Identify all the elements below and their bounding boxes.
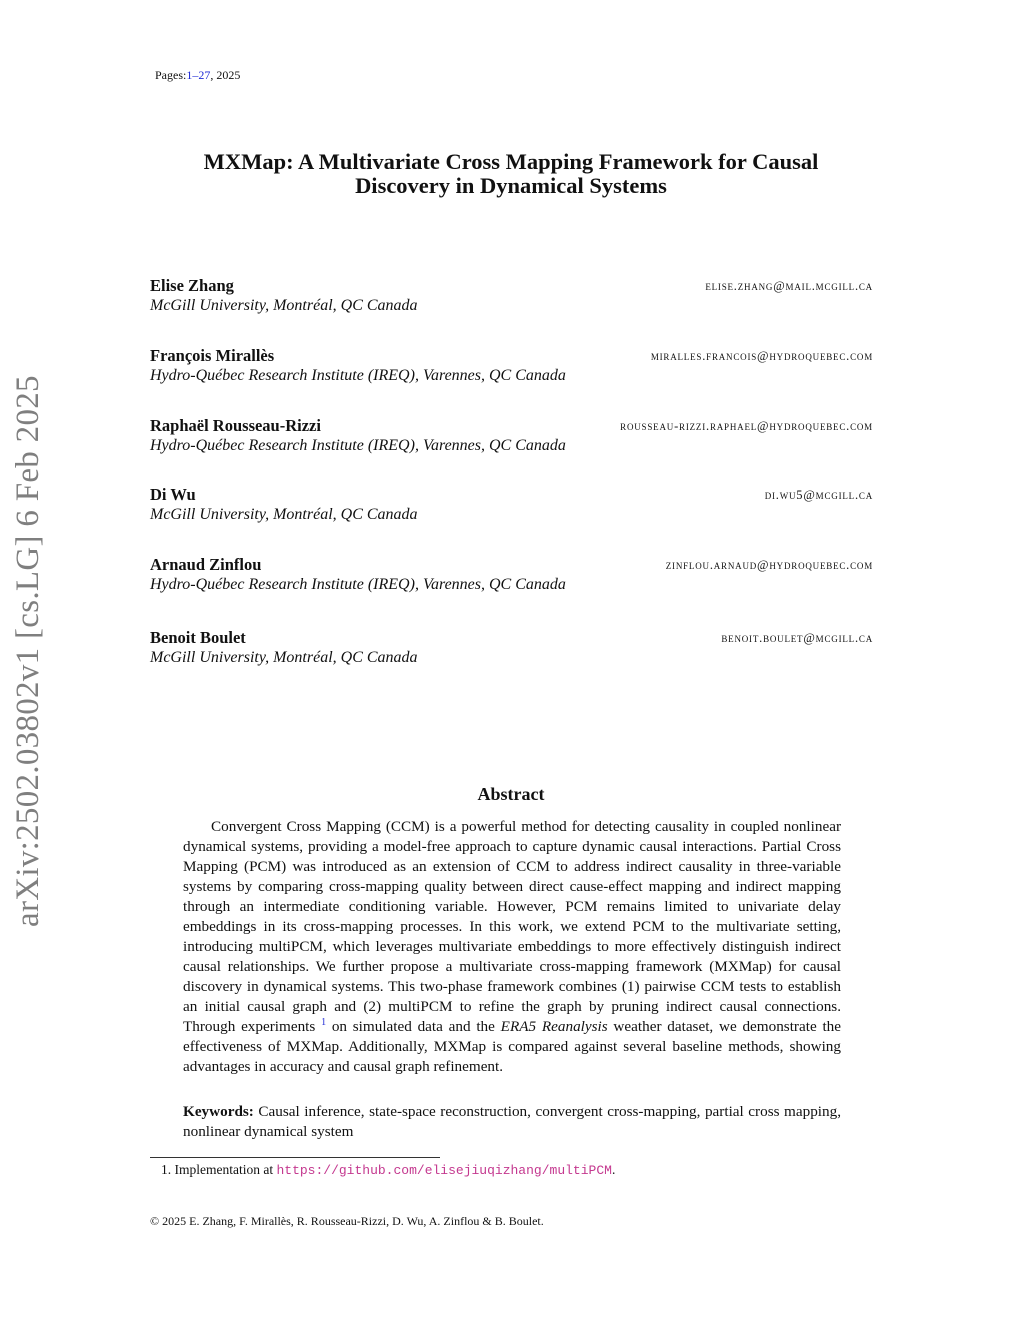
author-name: Elise Zhang	[150, 276, 234, 295]
author-block	[150, 628, 873, 667]
author-name: Di Wu	[150, 485, 196, 504]
author-email[interactable]: benoit.boulet@mcgill.ca	[721, 631, 873, 645]
author-name: Benoit Boulet	[150, 628, 246, 647]
author-name: Raphaël Rousseau-Rizzi	[150, 416, 321, 435]
dataset-name: ERA5 Reanalysis	[500, 1018, 608, 1035]
author-affiliation: Hydro-Québec Research Institute (IREQ), Varennes, QC Canada	[150, 576, 566, 593]
abstract-body	[183, 817, 841, 1077]
abstract-part-1: Convergent Cross Mapping (CCM) is a powerful method for detecting causality in coupled nonlinear dynamical systems, providing a model-free approach to capture dynamic causal interactions. Partial Cross Mapping (PCM) was introduced as an extension of CCM to address indirect causality in three-variable systems by comparing cross-mapping quality between direct cause-effect mapping and indirect mapping through an intermediate conditioning variable. However, PCM remains limited to univariate delay embeddings in its cross-mapping processes. In this work, we extend PCM to the multivariate setting, introducing multiPCM, which leverages multivariate embeddings to more effectively distinguish indirect causal relationships. We further propose a multivariate cross-mapping framework (MXMap) for causal discovery in dynamical systems. This two-phase framework combines (1) pairwise CCM tests to establish an initial causal graph and (2) multiPCM to refine the graph by pruning indirect causal connections. Through experiments	[183, 818, 841, 1035]
author-affiliation: Hydro-Québec Research Institute (IREQ), Varennes, QC Canada	[150, 367, 566, 384]
pages-link[interactable]: 1–27	[186, 68, 211, 82]
footnote-number: 1.	[161, 1162, 172, 1177]
author-email[interactable]: di.wu5@mcgill.ca	[764, 488, 873, 502]
author-affiliation: McGill University, Montréal, QC Canada	[150, 506, 418, 523]
paper-title	[150, 150, 872, 198]
keywords	[183, 1102, 841, 1142]
author-affiliation: McGill University, Montréal, QC Canada	[150, 297, 418, 314]
title-line-1: MXMap: A Multivariate Cross Mapping Framework for Causal	[203, 149, 819, 174]
abstract-part-3: weather dataset, we demonstrate the effectiveness of MXMap. Additionally, MXMap is compared against several baseline methods, showing advantages in accuracy and causal graph refinement.	[183, 1018, 842, 1075]
author-email[interactable]: elise.zhang@mail.mcgill.ca	[705, 279, 873, 293]
footnote-text: Implementation at	[174, 1162, 277, 1177]
author-email[interactable]: zinflou.arnaud@hydroquebec.com	[665, 558, 873, 572]
footnote-divider	[150, 1157, 440, 1158]
author-affiliation: Hydro-Québec Research Institute (IREQ), Varennes, QC Canada	[150, 437, 566, 454]
author-block	[150, 555, 873, 594]
author-block	[150, 276, 873, 315]
author-block	[150, 485, 873, 524]
keywords-text: Causal inference, state-space reconstruction, convergent cross-mapping, partial cross mapping, nonlinear dynamical system	[183, 1103, 841, 1140]
title-line-2: Discovery in Dynamical Systems	[355, 173, 667, 198]
footnote-marker[interactable]: 1	[321, 1016, 327, 1028]
keywords-label: Keywords:	[183, 1103, 254, 1120]
footnote	[161, 1162, 615, 1178]
copyright: © 2025 E. Zhang, F. Mirallès, R. Rousseau-Rizzi, D. Wu, A. Zinflou & B. Boulet.	[150, 1214, 544, 1228]
author-email[interactable]: rousseau-rizzi.raphael@hydroquebec.com	[620, 419, 873, 433]
author-email[interactable]: miralles.francois@hydroquebec.com	[650, 349, 873, 363]
footnote-end: .	[611, 1162, 616, 1177]
author-block	[150, 416, 873, 455]
pages-prefix: Pages:	[155, 68, 187, 82]
abstract-part-2: on simulated data and the	[326, 1018, 501, 1035]
page-range	[155, 68, 240, 83]
repository-link[interactable]: https://github.com/elisejiuqizhang/multiPCM	[276, 1163, 612, 1178]
author-name: François Mirallès	[150, 346, 275, 365]
abstract-heading: Abstract	[477, 784, 545, 804]
arxiv-stamp: arXiv:2502.03802v1 [cs.LG] 6 Feb 2025	[10, 375, 46, 927]
pages-suffix: , 2025	[210, 68, 241, 82]
author-affiliation: McGill University, Montréal, QC Canada	[150, 649, 418, 666]
author-name: Arnaud Zinflou	[150, 555, 262, 574]
author-block	[150, 346, 873, 385]
